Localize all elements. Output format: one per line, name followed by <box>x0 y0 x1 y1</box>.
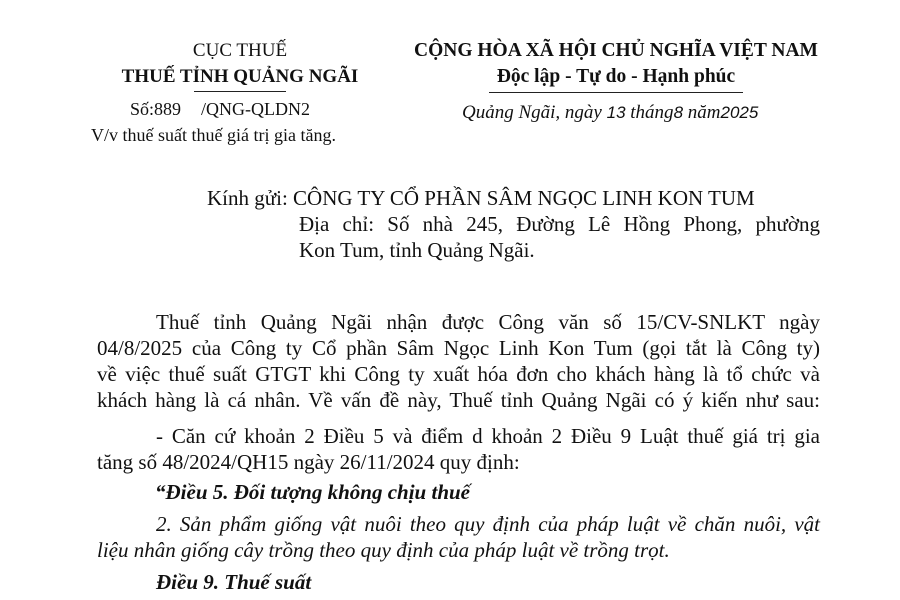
recipient-line: Kính gửi: CÔNG TY CỔ PHẦN SÂM NGỌC LINH KON TUM <box>207 186 755 210</box>
paragraph2-line2: tăng số 48/2024/QH15 ngày 26/11/2024 quy định: <box>97 450 520 474</box>
office-name: THUẾ TỈNH QUẢNG NGÃI <box>121 66 359 87</box>
paragraph1-line2: 04/8/2025 của Công ty Cổ phần Sâm Ngọc Linh Kon Tum (gọi tắt là Công ty) <box>97 336 820 360</box>
document-number-suffix: /QNG-QLDN2 <box>201 99 310 119</box>
quote-paragraph-line1: 2. Sản phẩm giống vật nuôi theo quy định của pháp luật về chăn nuôi, vật <box>156 512 820 536</box>
national-title: CỘNG HÒA XÃ HỘI CHỦ NGHĨA VIỆT NAM <box>414 40 818 61</box>
quote-heading-article5: “Điều 5. Đối tượng không chịu thuế <box>155 480 470 504</box>
motto-underline <box>489 92 743 93</box>
date-place: Quảng Ngãi, ngày <box>462 102 607 123</box>
recipient-address-line1: Địa chỉ: Số nhà 245, Đường Lê Hồng Phong, phường <box>299 212 820 236</box>
recipient-address-line2: Kon Tum, tỉnh Quảng Ngãi. <box>299 238 535 262</box>
date-year-word: năm <box>683 102 721 123</box>
national-motto: Độc lập - Tự do - Hạnh phúc <box>496 66 736 87</box>
date-month: 8 <box>673 103 684 122</box>
date-day: 13 <box>606 103 626 122</box>
agency-name: CỤC THUẾ <box>192 40 288 61</box>
office-underline <box>194 91 286 92</box>
document-number-prefix: Số:889 <box>130 99 182 119</box>
document-number <box>130 99 310 120</box>
paragraph2-line1: - Căn cứ khoản 2 Điều 5 và điểm d khoản 2 Điều 9 Luật thuế giá trị gia <box>156 424 820 448</box>
quote-heading-article9: Điều 9. Thuế suất <box>156 570 312 594</box>
paragraph1-line3: về việc thuế suất GTGT khi Công ty xuất hóa đơn cho khách hàng là tổ chức và <box>97 362 820 386</box>
paragraph1-line4: khách hàng là cá nhân. Về vấn đề này, Thuế tỉnh Quảng Ngãi có ý kiến như sau: <box>97 388 820 412</box>
date-year: 2025 <box>720 103 759 122</box>
document-subject: V/v thuế suất thuế giá trị gia tăng. <box>91 125 336 145</box>
paragraph1-line1: Thuế tỉnh Quảng Ngãi nhận được Công văn số 15/CV-SNLKT ngày <box>156 310 820 334</box>
date-month-word: tháng <box>625 102 674 123</box>
quote-paragraph-line2: liệu nhân giống cây trồng theo quy định của pháp luật về trồng trọt. <box>97 538 670 562</box>
date-line <box>462 102 758 124</box>
